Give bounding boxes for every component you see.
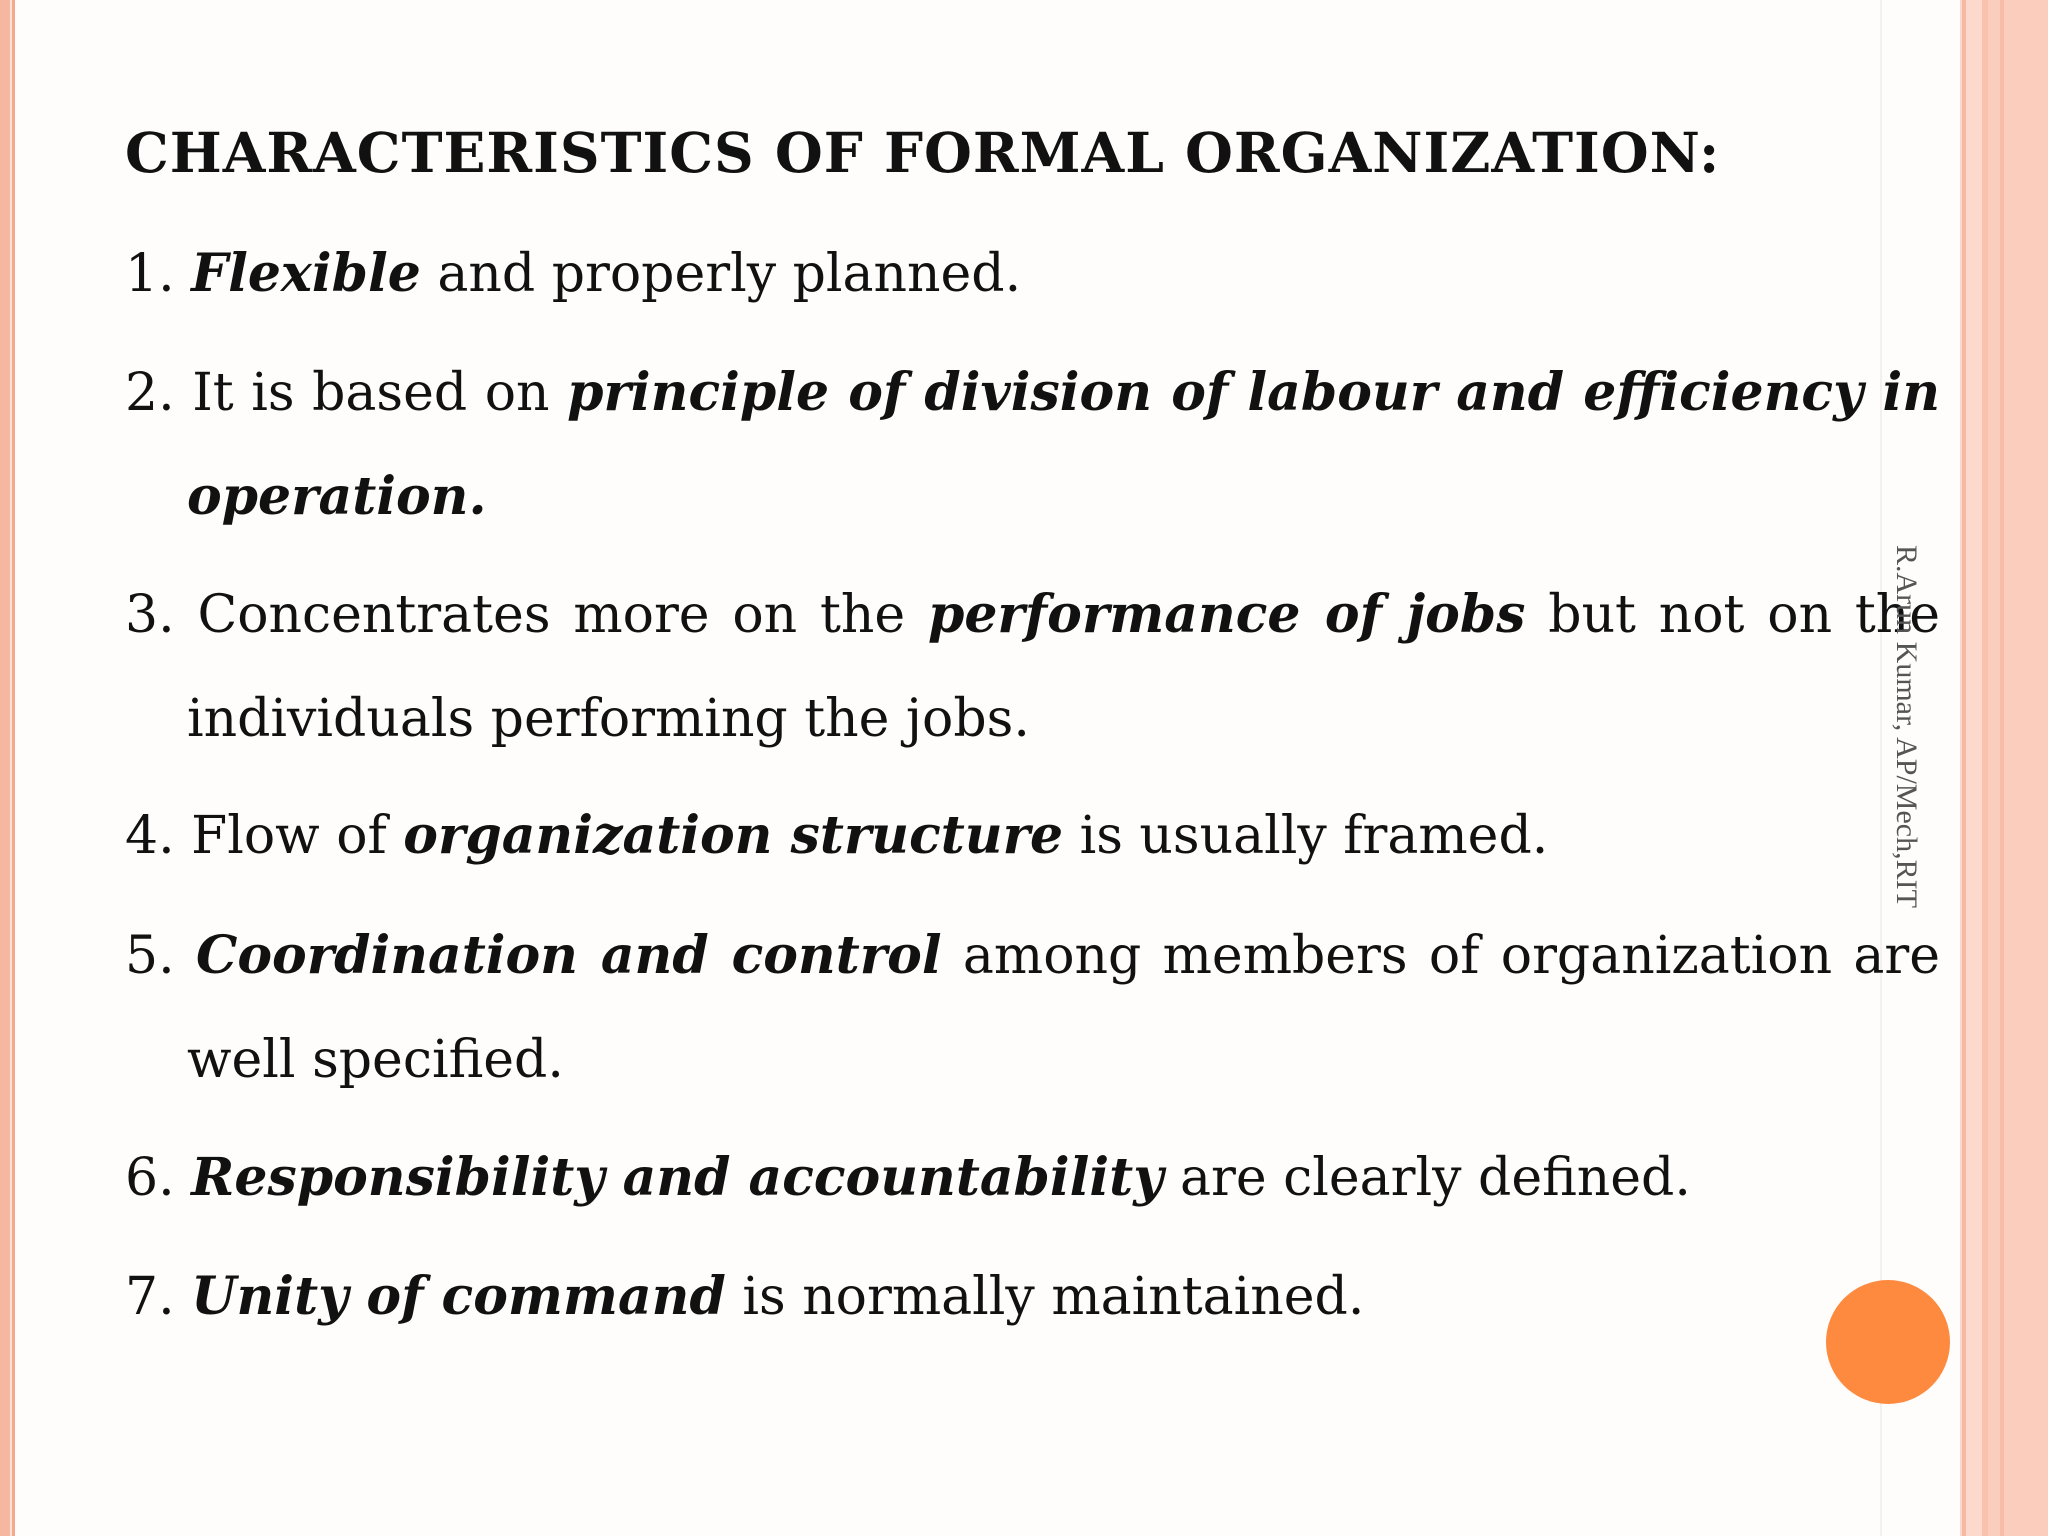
- item-text: and properly planned.: [437, 244, 1022, 304]
- list-item-3: [125, 584, 1941, 749]
- list-item-5: [125, 925, 1940, 1090]
- item-text: It is based on: [192, 363, 550, 423]
- right-border-stripe-3: [2000, 0, 2004, 1536]
- list-item-1: [125, 243, 1940, 304]
- item-text-continued: well specified.: [187, 1030, 564, 1090]
- item-text: Concentrates more on the: [197, 585, 906, 645]
- item-emphasis: performance of jobs: [927, 584, 1526, 645]
- list-item-7: [125, 1266, 1940, 1327]
- item-text-post: is normally maintained.: [742, 1267, 1365, 1327]
- item-text-post: among members of organization are: [962, 926, 1940, 986]
- item-emphasis: Flexible: [191, 243, 421, 304]
- item-emphasis: Unity of command: [191, 1266, 726, 1327]
- item-emphasis: organization structure: [403, 805, 1064, 866]
- author-watermark: R.Arun Kumar, AP/Mech,RIT: [1890, 545, 1923, 908]
- item-text-post: are clearly defined.: [1179, 1148, 1691, 1208]
- item-text: Flow of: [191, 806, 387, 866]
- item-number: 3.: [125, 585, 175, 645]
- item-number: 6.: [125, 1148, 175, 1208]
- item-emphasis: Responsibility and accountability: [191, 1147, 1164, 1208]
- item-emphasis: principle of division of labour and efficiency in: [567, 362, 1941, 423]
- item-text-continued: individuals performing the jobs.: [187, 689, 1030, 749]
- left-border-inner-stripe: [12, 0, 15, 1536]
- list-item-2: [125, 362, 1941, 527]
- item-number: 1.: [125, 244, 175, 304]
- item-emphasis-continued: operation.: [187, 466, 487, 527]
- item-number: 2.: [125, 363, 175, 423]
- left-border-stripe: [0, 0, 10, 1536]
- item-number: 5.: [125, 926, 175, 986]
- right-border-band: [1966, 0, 1982, 1536]
- item-text-post: but not on the: [1548, 585, 1941, 645]
- item-text-post: is usually framed.: [1079, 806, 1549, 866]
- right-border-margin: [1988, 0, 2048, 1536]
- orange-circle-decoration: [1826, 1280, 1950, 1404]
- list-item-6: [125, 1147, 1940, 1208]
- slide-title: CHARACTERISTICS OF FORMAL ORGANIZATION:: [125, 120, 1721, 185]
- item-number: 4.: [125, 806, 175, 866]
- item-number: 7.: [125, 1267, 175, 1327]
- item-emphasis: Coordination and control: [195, 925, 942, 986]
- list-item-4: [125, 805, 1940, 866]
